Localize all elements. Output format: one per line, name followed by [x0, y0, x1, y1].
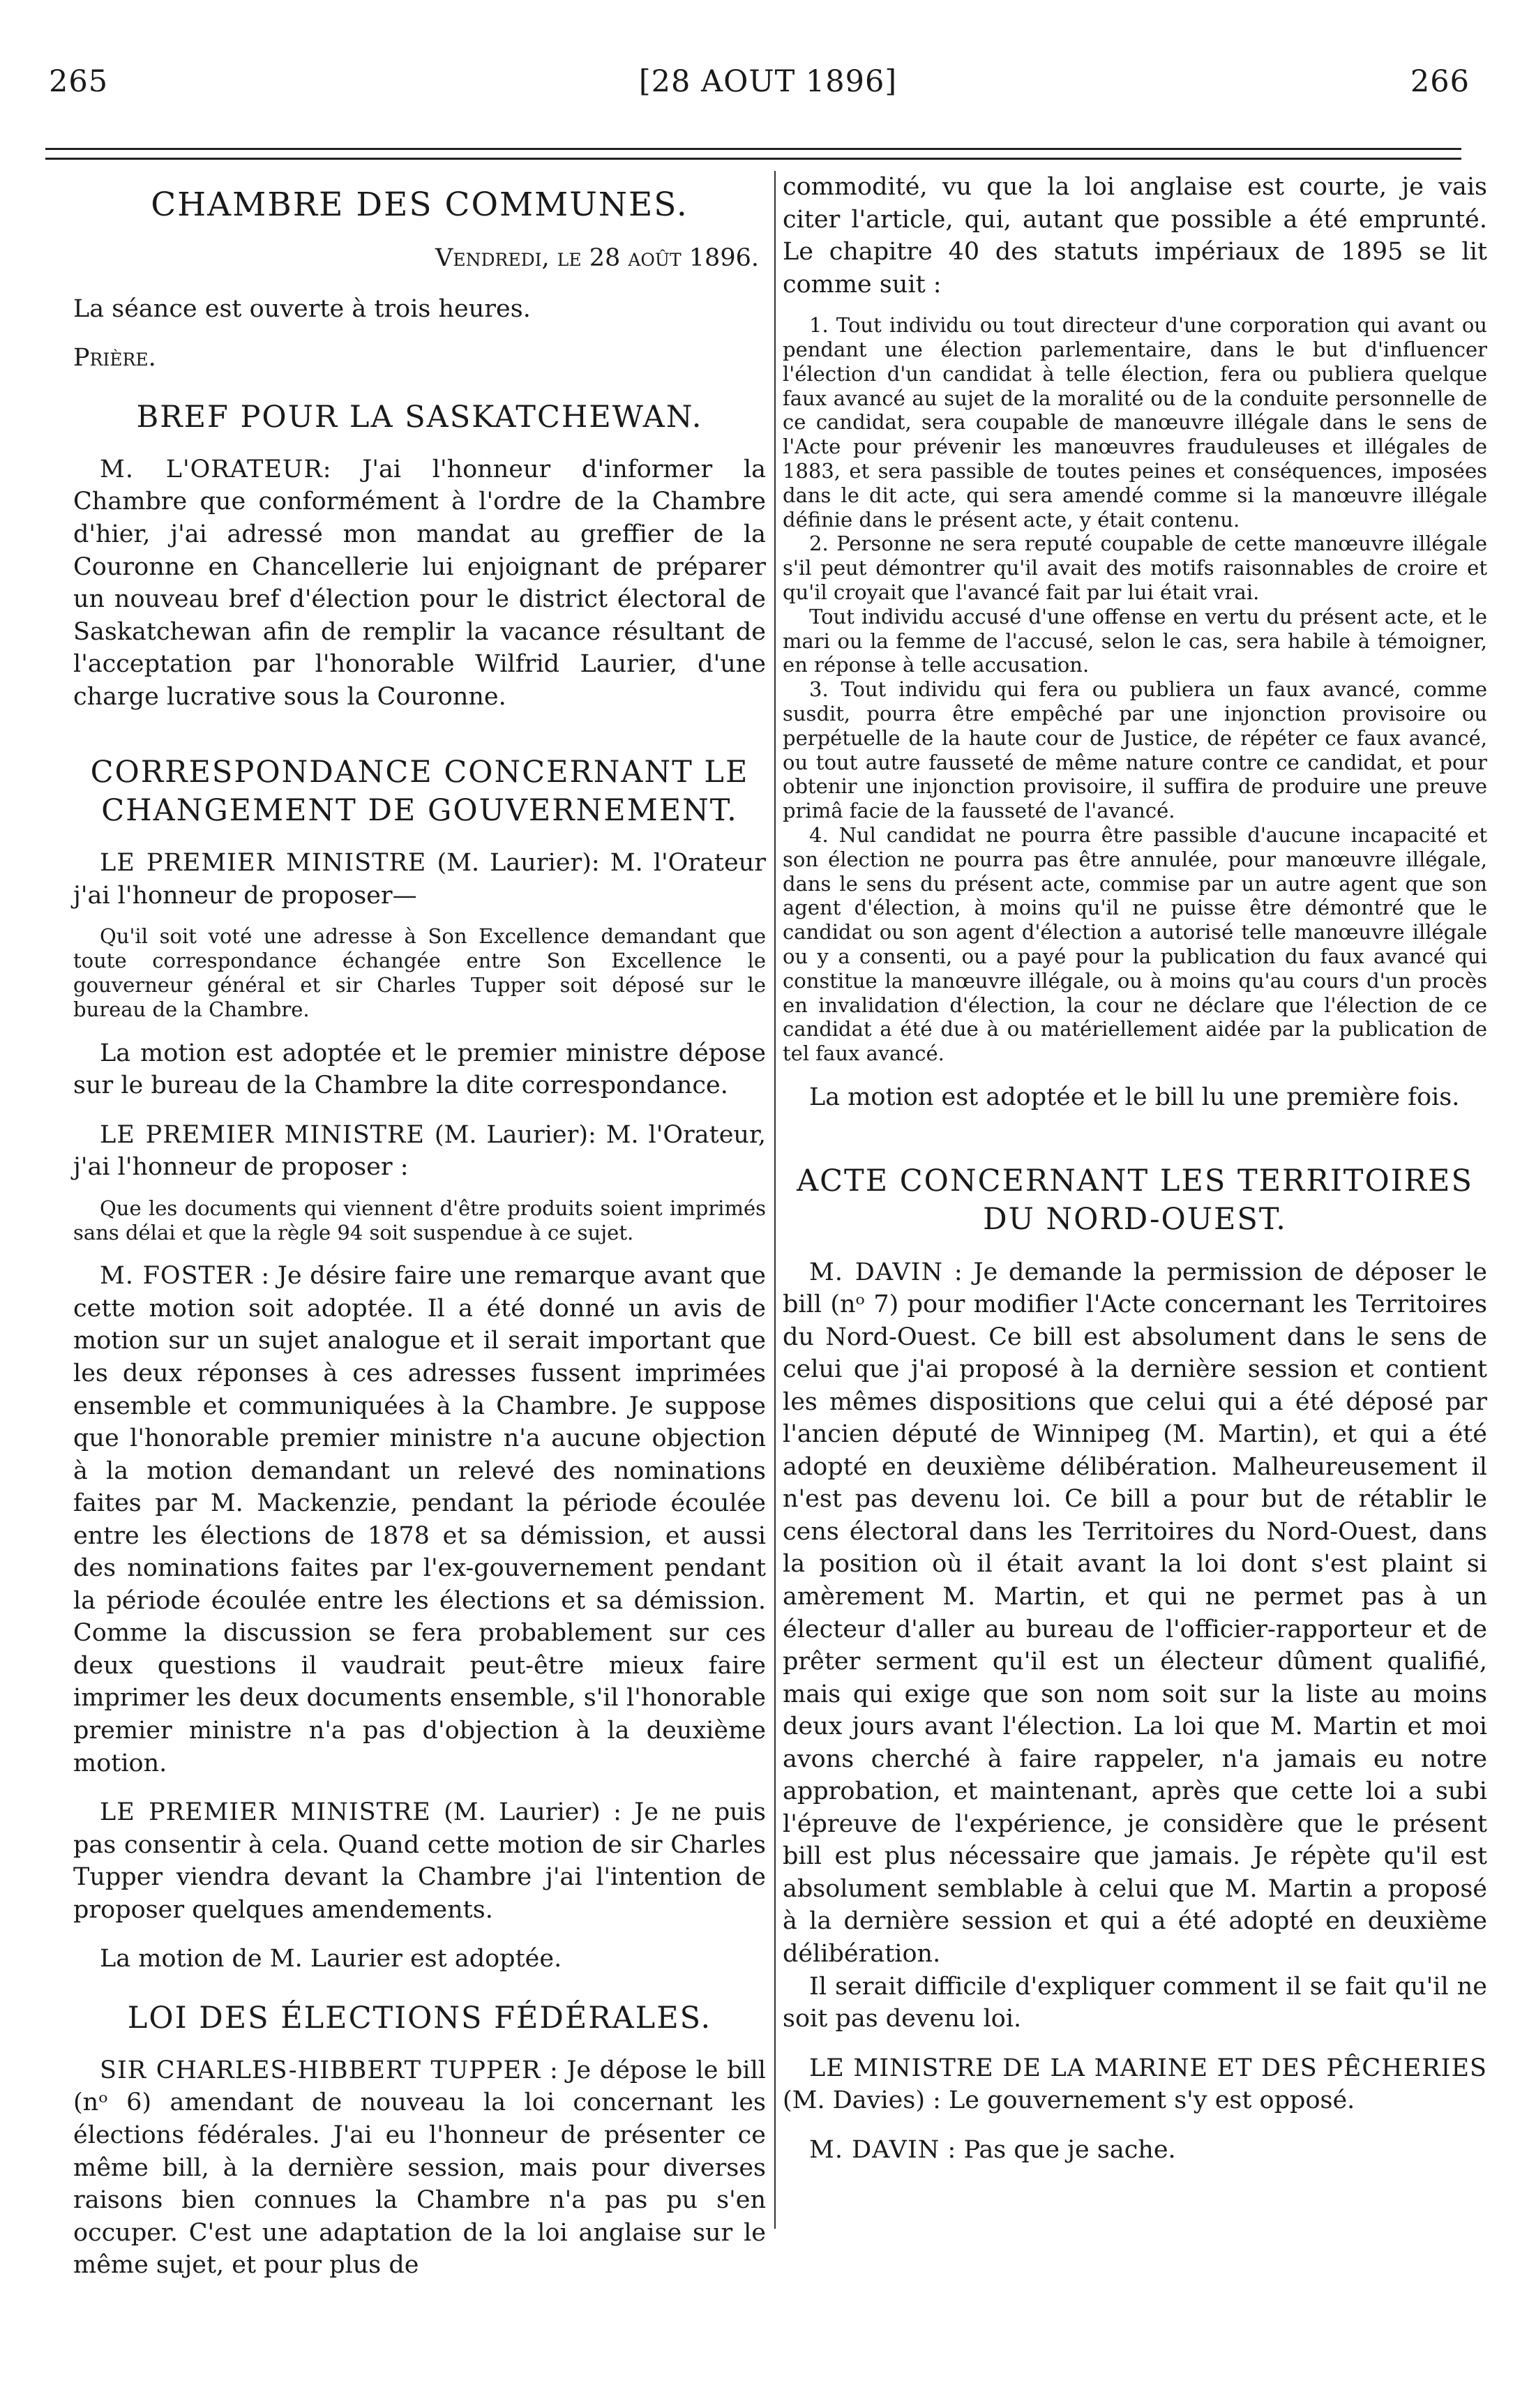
left-page-number: 265	[49, 64, 109, 99]
davin-continuation: Il serait difficile d'expliquer comment il se fait qu'il ne soit pas devenu loi.	[783, 1972, 1487, 2033]
speech-text: : Je dépose le bill (nᵒ 6) amendant de nouveau la loi concernant les élections fédérales. J'ai eu l'honneur de présenter ce même bill, à la dernière session, mais pour diverses raisons bien connues la Chambre n'a pas pu s'en occuper. C'est une adaptation de la loi anglaise sur le même sujet, et pour plus de	[73, 2056, 766, 2280]
speaker-paragraph-laurier-3	[73, 1796, 766, 1926]
speaker-name: LE PREMIER MINISTRE	[100, 849, 427, 878]
speech-text: (M. Laurier): M. l'Orateur j'ai l'honneur de proposer—	[73, 849, 766, 910]
page-date-header: [28 AOUT 1896]	[638, 64, 898, 99]
statute-quote	[783, 313, 1487, 1066]
speaker-name: LE PREMIER MINISTRE	[100, 1798, 431, 1827]
motion-adopted-paragraph: La motion est adoptée et le premier ministre dépose sur le bureau de la Chambre la dite correspondance.	[73, 1039, 766, 1100]
speech-text: : J'ai l'honneur d'informer la Chambre que conformément à l'ordre de la Chambre d'hier, j'ai adressé mon mandat au greffier de la Couronne en Chancellerie lui enjoignant de préparer un nouveau bref d'élection pour le district électoral de Saskatchewan afin de remplir la vacance résultant de l'acceptation par l'honorable Wilfrid Laurier, d'une charge lucrative sous la Couronne.	[73, 455, 767, 711]
section-heading-saskatchewan: BREF POUR LA SASKATCHEWAN.	[136, 399, 703, 435]
statute-article-1: 1. Tout individu ou tout directeur d'une corporation qui avant ou pendant une élection parlementaire, dans le but d'influencer l'élection d'un candidat à telle élection, fera ou publiera quelque faux avancé au sujet de la moralité ou de la conduite personnelle de ce candidat, sera coupable de manœuvre illégale dans le sens de l'Acte pour prévenir les manœuvres frauduleuses et illégales de 1883, et sera passible de toutes peines et conséquences, imposées dans le dit acte, qui sera amendé comme si la manœuvre illégale définie dans le présent acte, y était contenu.	[783, 313, 1487, 532]
right-page-number: 266	[1410, 64, 1470, 99]
motion-quote-1	[73, 924, 766, 1021]
session-date: Vendredi, le 28 août 1896.	[435, 243, 759, 272]
speech-text: (M. Laurier): M. l'Orateur, j'ai l'honneur de proposer :	[73, 1120, 766, 1182]
section-heading-territoires: ACTE CONCERNANT LES TERRITOIRES DU NORD-OUEST.	[797, 1164, 1473, 1237]
speaker-name: M. L'ORATEUR	[100, 455, 323, 483]
speaker-paragraph-laurier-1	[73, 847, 766, 912]
speaker-name: LE MINISTRE DE LA MARINE ET DES PÊCHERIES	[809, 2054, 1487, 2082]
header-rule-bottom	[45, 158, 1461, 160]
speech-text: : Pas que je sache.	[940, 2135, 1176, 2164]
speaker-name: SIR CHARLES-HIBBERT TUPPER	[100, 2056, 541, 2084]
continuation-paragraph: commodité, vu que la loi anglaise est courte, je vais citer l'article, qui, autant que possible a été emprunté. Le chapitre 40 des statuts impériaux de 1895 se lit comme suit :	[783, 173, 1487, 299]
column-divider	[774, 171, 776, 2229]
speaker-paragraph-davies	[783, 2052, 1487, 2117]
speaker-paragraph-laurier-2	[73, 1119, 766, 1184]
statute-article-2b: Tout individu accusé d'une offense en vertu du présent acte, et le mari ou la femme de l'accusé, selon le cas, sera habile à témoigner, en réponse à telle accusation.	[783, 604, 1487, 677]
quote-text: Que les documents qui viennent d'être produits soient imprimés sans délai et que la règle 94 soit suspendue à ce sujet.	[73, 1196, 766, 1244]
section-heading-elections: LOI DES ÉLECTIONS FÉDÉRALES.	[127, 2000, 712, 2035]
opening-text: La séance est ouverte à trois heures.	[73, 294, 531, 323]
left-column	[73, 171, 766, 2282]
speech-text: (M. Davies) : Le gouvernement s'y est opposé.	[783, 2086, 1355, 2115]
speech-text: (M. Laurier) : Je ne puis pas consentir à cela. Quand cette motion de sir Charles Tupper viendra devant la Chambre j'ai l'intention de proposer quelques amendements.	[73, 1798, 766, 1924]
quote-text: Qu'il soit voté une adresse à Son Excellence demandant que toute correspondance échangée entre Son Excellence le gouverneur général et sir Charles Tupper soit déposé sur le bureau de la Chambre.	[73, 924, 766, 1021]
speaker-name: LE PREMIER MINISTRE	[100, 1120, 425, 1149]
speaker-paragraph-orateur	[73, 453, 766, 713]
statute-article-4: 4. Nul candidat ne pourra être passible d'aucune incapacité et son élection ne pourra pas être annulée, pour manœuvre illégale, dans le sens du présent acte, commise par un autre agent que son agent d'élection, à moins qu'il ne puisse être démontré que le candidat ou son agent d'élection a autorisé telle manœuvre illégale ou y a consenti, ou a payé pour la publication du faux avancé qui constitue la manœuvre illégale, ou à moins qu'au cours d'un procès en invalidation d'élection, la cour ne déclare que l'élection de ce candidat a été due à ou matériellement aidée par la publication de tel faux avancé.	[783, 822, 1487, 1066]
statute-article-3: 3. Tout individu qui fera ou publiera un faux avancé, comme susdit, pourra être empêché par une injonction provisoire ou perpétuelle de la haute cour de Justice, de répéter ce faux avancé, ou tout autre fausseté de même nature contre ce candidat, et pour obtenir une injonction provisoire, il suffira de produire une preuve primâ facie de la fausseté de l'avancé.	[783, 677, 1487, 823]
speaker-name: M. FOSTER	[100, 1262, 253, 1290]
speaker-name: M. DAVIN	[809, 1258, 944, 1286]
speaker-paragraph-foster	[73, 1260, 766, 1779]
speaker-paragraph-davin-2	[783, 2134, 1487, 2167]
header-rule-top	[45, 148, 1461, 150]
prayer-label: Prière.	[73, 344, 156, 373]
speech-text: : Je demande la permission de déposer le bill (nᵒ 7) pour modifier l'Acte concernant les Territoires du Nord-Ouest. Ce bill est absolument dans le sens de celui que j'ai proposé à la dernière session et contient les mêmes dispositions que celui qui a été déposé par l'ancien député de Winnipeg (M. Martin), et qui a été adopté en deuxième délibération. Malheureusement il n'est pas devenu loi. Ce bill a pour but de rétablir le cens électoral dans les Territoires du Nord-Ouest, dans la position où il était avant la loi dont s'est plaint si amèrement M. Martin, et qui ne permet pas à un électeur d'aller au bureau de l'officier-rapporteur et de prêter serment qu'il est un électeur dûment qualifié, mais qui exige que son nom soit sur la liste au moins deux jours avant l'élection. La loi que M. Martin et moi avons cherché à faire rappeler, n'a jamais eu notre approbation, et maintenant, après que cette loi a subi l'épreuve de l'expérience, je considère que le présent bill est plus nécessaire que jamais. Je répète qu'il est absolument semblable à celui que M. Martin a proposé à la dernière session et qui a été adopté en deuxième délibération.	[783, 1258, 1487, 1968]
speaker-paragraph-tupper	[73, 2054, 766, 2282]
speaker-paragraph-davin-1	[783, 1256, 1487, 1971]
speaker-name: M. DAVIN	[809, 2135, 940, 2164]
bill-first-reading: La motion est adoptée et le bill lu une première fois.	[809, 1083, 1460, 1111]
motion-quote-2	[73, 1196, 766, 1245]
speech-text: : Je désire faire une remarque avant que cette motion soit adoptée. Il a été donné un avis de motion sur un sujet analogue et il serait important que les deux réponses à ces adresses fussent imprimées ensemble et communiquées à la Chambre. Je suppose que l'honorable premier ministre n'a aucune objection à la motion demandant un relevé des nominations faites par M. Mackenzie, pendant la période écoulée entre les élections de 1878 et sa démission, et aussi des nominations faites par l'ex-gouvernement pendant la période écoulée entre les élections et sa démission. Comme la discussion se fera probablement sur ces deux questions il vaudrait peut-être mieux faire imprimer les deux documents ensemble, s'il l'honorable premier ministre n'a pas d'objection à la deuxième motion.	[73, 1262, 766, 1777]
chamber-title: CHAMBRE DES COMMUNES.	[151, 186, 688, 224]
statute-article-2: 2. Personne ne sera reputé coupable de cette manœuvre illégale s'il peut démontrer qu'il avait des motifs raisonnables de croire et qu'il croyait que l'avancé fait par lui était vrai.	[783, 532, 1487, 604]
right-column	[783, 171, 1487, 2166]
section-heading-correspondance: CORRESPONDANCE CONCERNANT LE CHANGEMENT DE GOUVERNEMENT.	[90, 755, 749, 829]
motion-adopted-laurier: La motion de M. Laurier est adoptée.	[100, 1945, 562, 1973]
